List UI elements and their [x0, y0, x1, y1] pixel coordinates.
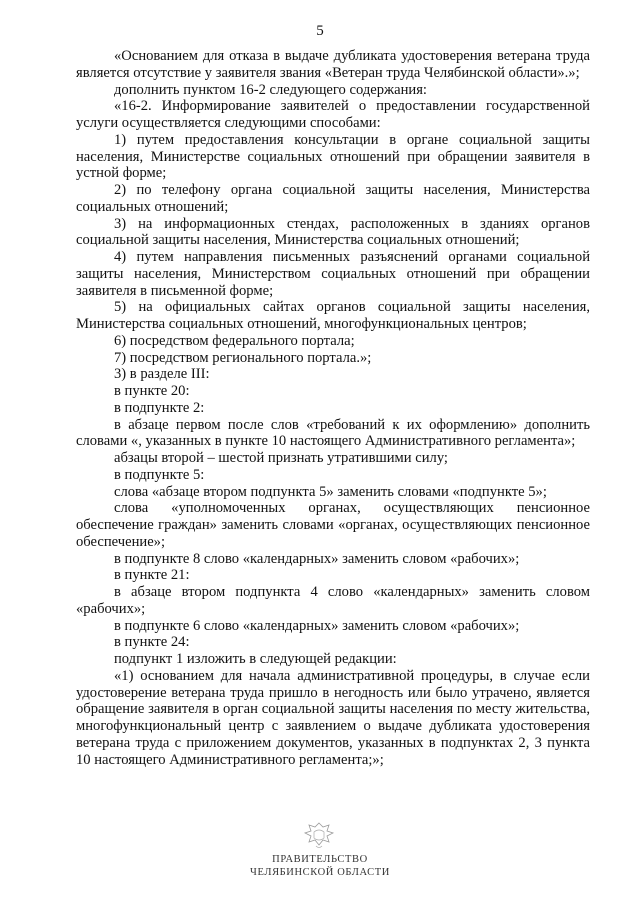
page-number: 5 — [316, 23, 324, 39]
paragraph: 6) посредством федерального портала; — [114, 332, 355, 349]
paragraph: «1) основанием для начала административной процедуры, в случае если удостоверение ветерана труда пришло в негодность или было утрачено, является обращение заявителя в орган социальной защиты населения по месту жительства, многофункциональный центр с заявлением о выдаче дубликата удостоверения ветерана труда с приложением документов, указанных в подпунктах 2, 3 пункта 10 настоящего Административного регламента;»; — [76, 667, 590, 768]
paragraph: «16-2. Информирование заявителей о предоставлении государственной услуги осуществляется следующими способами: — [76, 98, 590, 131]
paragraph: подпункт 1 изложить в следующей редакции: — [114, 651, 397, 667]
paragraph: 5) на официальных сайтах органов социальной защиты населения, Министерства социальных отношений, многофункциональных центров; — [76, 299, 590, 332]
paragraph: в подпункте 5: — [114, 466, 205, 483]
paragraph: 3) в разделе III: — [114, 366, 210, 383]
paragraph: в пункте 20: — [114, 383, 190, 399]
paragraph: 4) путем направления письменных разъяснений органами социальной защиты населения, Министерством социальных отношений при обращении заявителя в письменной форме; — [76, 249, 590, 299]
paragraph: в подпункте 6 слово «календарных» заменить словом «рабочих»; — [114, 617, 520, 634]
paragraph: в подпункте 2: — [114, 399, 205, 416]
paragraph: слова «уполномоченных органах, осуществляющих пенсионное обеспечение граждан» заменить словами «органах, осуществляющих пенсионное обеспечение»; — [76, 500, 590, 550]
paragraph: дополнить пунктом 16-2 следующего содержания: — [114, 81, 427, 98]
paragraph: в пункте 21: — [114, 567, 190, 584]
paragraph: 2) по телефону органа социальной защиты населения, Министерства социальных отношений; — [76, 182, 590, 215]
document-body — [76, 48, 590, 768]
paragraph: в абзаце первом после слов «требований к их оформлению» дополнить словами «, указанных в пункте 10 настоящего Административного регламента»; — [76, 416, 590, 450]
paragraph: слова «абзаце втором подпункта 5» заменить словами «подпункте 5»; — [114, 483, 547, 500]
paragraph: 3) на информационных стендах, расположенных в зданиях органов социальной защиты населения, Министерства социальных отношений; — [76, 215, 590, 249]
coat-of-arms-stamp — [296, 821, 342, 851]
issuer-mark-line: ПРАВИТЕЛЬСТВО — [272, 854, 368, 865]
paragraph: в абзаце втором подпункта 4 слово «календарных» заменить словом «рабочих»; — [76, 584, 590, 617]
paragraph: в подпункте 8 слово «календарных» заменить словом «рабочих»; — [114, 550, 520, 567]
paragraph: «Основанием для отказа в выдаче дубликата удостоверения ветерана труда является отсутствие у заявителя звания «Ветеран труда Челябинской области».»; — [76, 48, 590, 81]
issuer-mark — [0, 853, 640, 879]
paragraph: 1) путем предоставления консультации в органе социальной защиты населения, Министерстве социальных отношений при обращении заявителя в устной форме; — [76, 131, 590, 182]
issuer-mark-line: ЧЕЛЯБИНСКОЙ ОБЛАСТИ — [250, 867, 390, 878]
paragraph: 7) посредством регионального портала.»; — [114, 349, 372, 366]
paragraph: абзацы второй – шестой признать утратившими силу; — [114, 450, 448, 466]
paragraph: в пункте 24: — [114, 634, 190, 651]
